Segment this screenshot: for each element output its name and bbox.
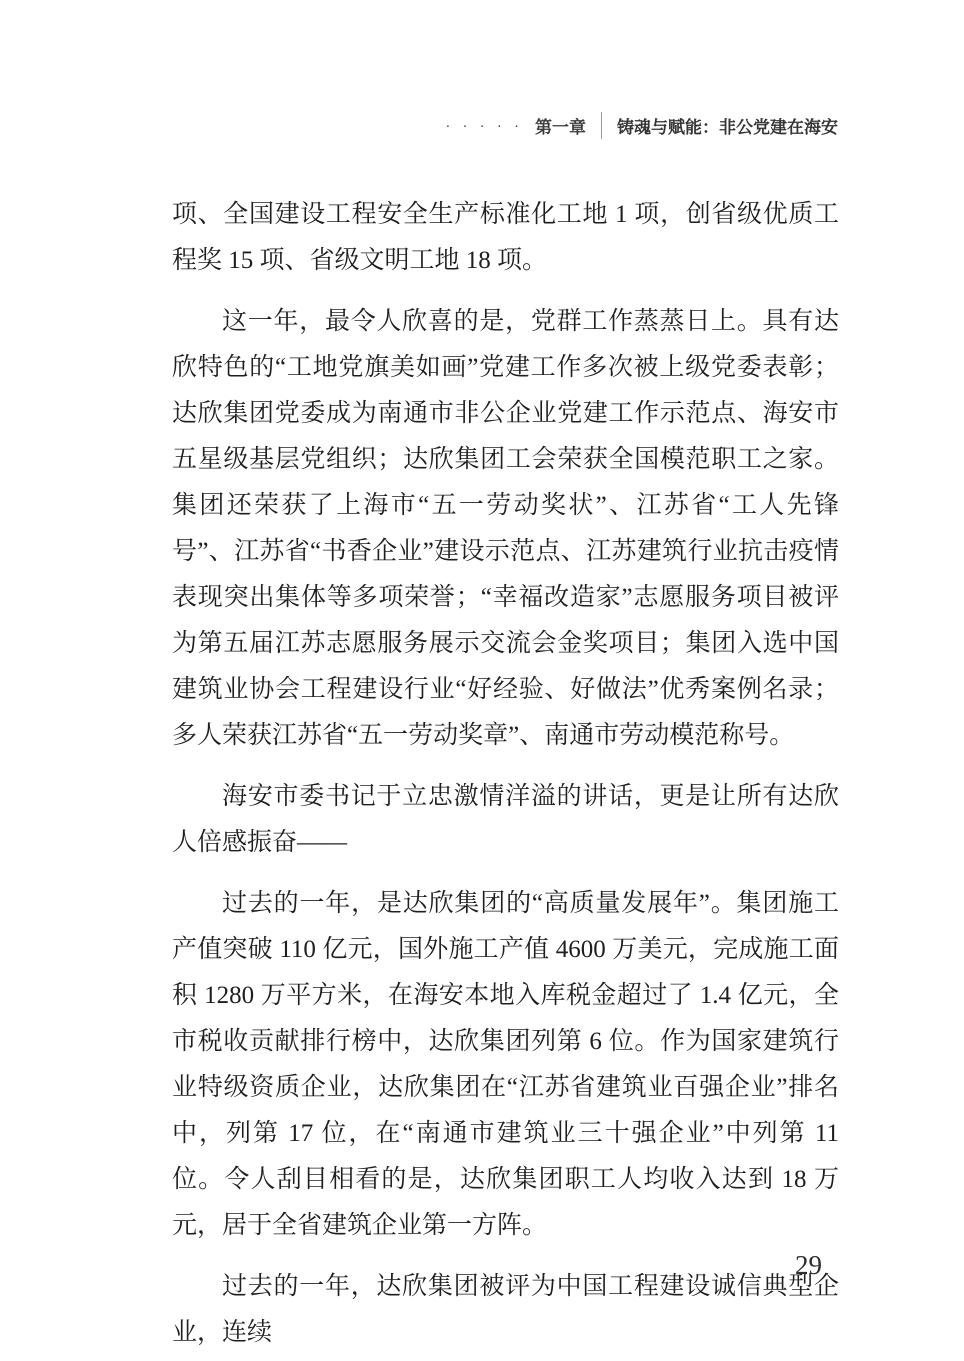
body-paragraph: 过去的一年，是达欣集团的“高质量发展年”。集团施工产值突破 110 亿元，国外施工产值 4600 万美元，完成施工面积 1280 万平方米，在海安本地入库税金超过了 1.4 亿元，全市税收贡献排行榜中，达欣集团列第 6 位。作为国家建筑行业特级资质企业，达欣集团在“江苏省建筑业百强企业”排名中，列第 17 位，在“南通市建筑业三十强企业”中列第 11 位。令人刮目相看的是，达欣集团职工人均收入达到 18 万元，居于全省建筑企业第一方阵。 [172,890,839,1239]
header-dots: · · · · · [445,117,523,134]
running-header [445,112,838,139]
body-paragraph: 过去的一年，达欣集团被评为中国工程建设诚信典型企业，连续 [172,1273,839,1346]
body-paragraph: 海安市委书记于立忠激情洋溢的讲话，更是让所有达欣人倍感振奋—— [172,783,839,856]
body-paragraph: 这一年，最令人欣喜的是，党群工作蒸蒸日上。具有达欣特色的“工地党旗美如画”党建工作多次被上级党委表彰；达欣集团党委成为南通市非公企业党建工作示范点、海安市五星级基层党组织；达欣集团工会荣获全国模范职工之家。集团还荣获了上海市“五一劳动奖状”、江苏省“工人先锋号”、江苏省“书香企业”建设示范点、江苏建筑行业抗击疫情表现突出集体等多项荣誉；“幸福改造家”志愿服务项目被评为第五届江苏志愿服务展示交流会金奖项目；集团入选中国建筑业协会工程建设行业“好经验、好做法”优秀案例名录；多人荣获江苏省“五一劳动奖章”、南通市劳动模范称号。 [172,308,839,749]
page-number: 29 [795,1250,822,1280]
header-divider [601,112,602,139]
chapter-label: 第一章 [535,118,586,137]
body-text [172,192,839,1361]
body-paragraph: 项、全国建设工程安全生产标准化工地 1 项，创省级优质工程奖 15 项、省级文明工地 18 项。 [172,201,839,274]
chapter-title: 铸魂与赋能：非公党建在海安 [617,118,838,137]
